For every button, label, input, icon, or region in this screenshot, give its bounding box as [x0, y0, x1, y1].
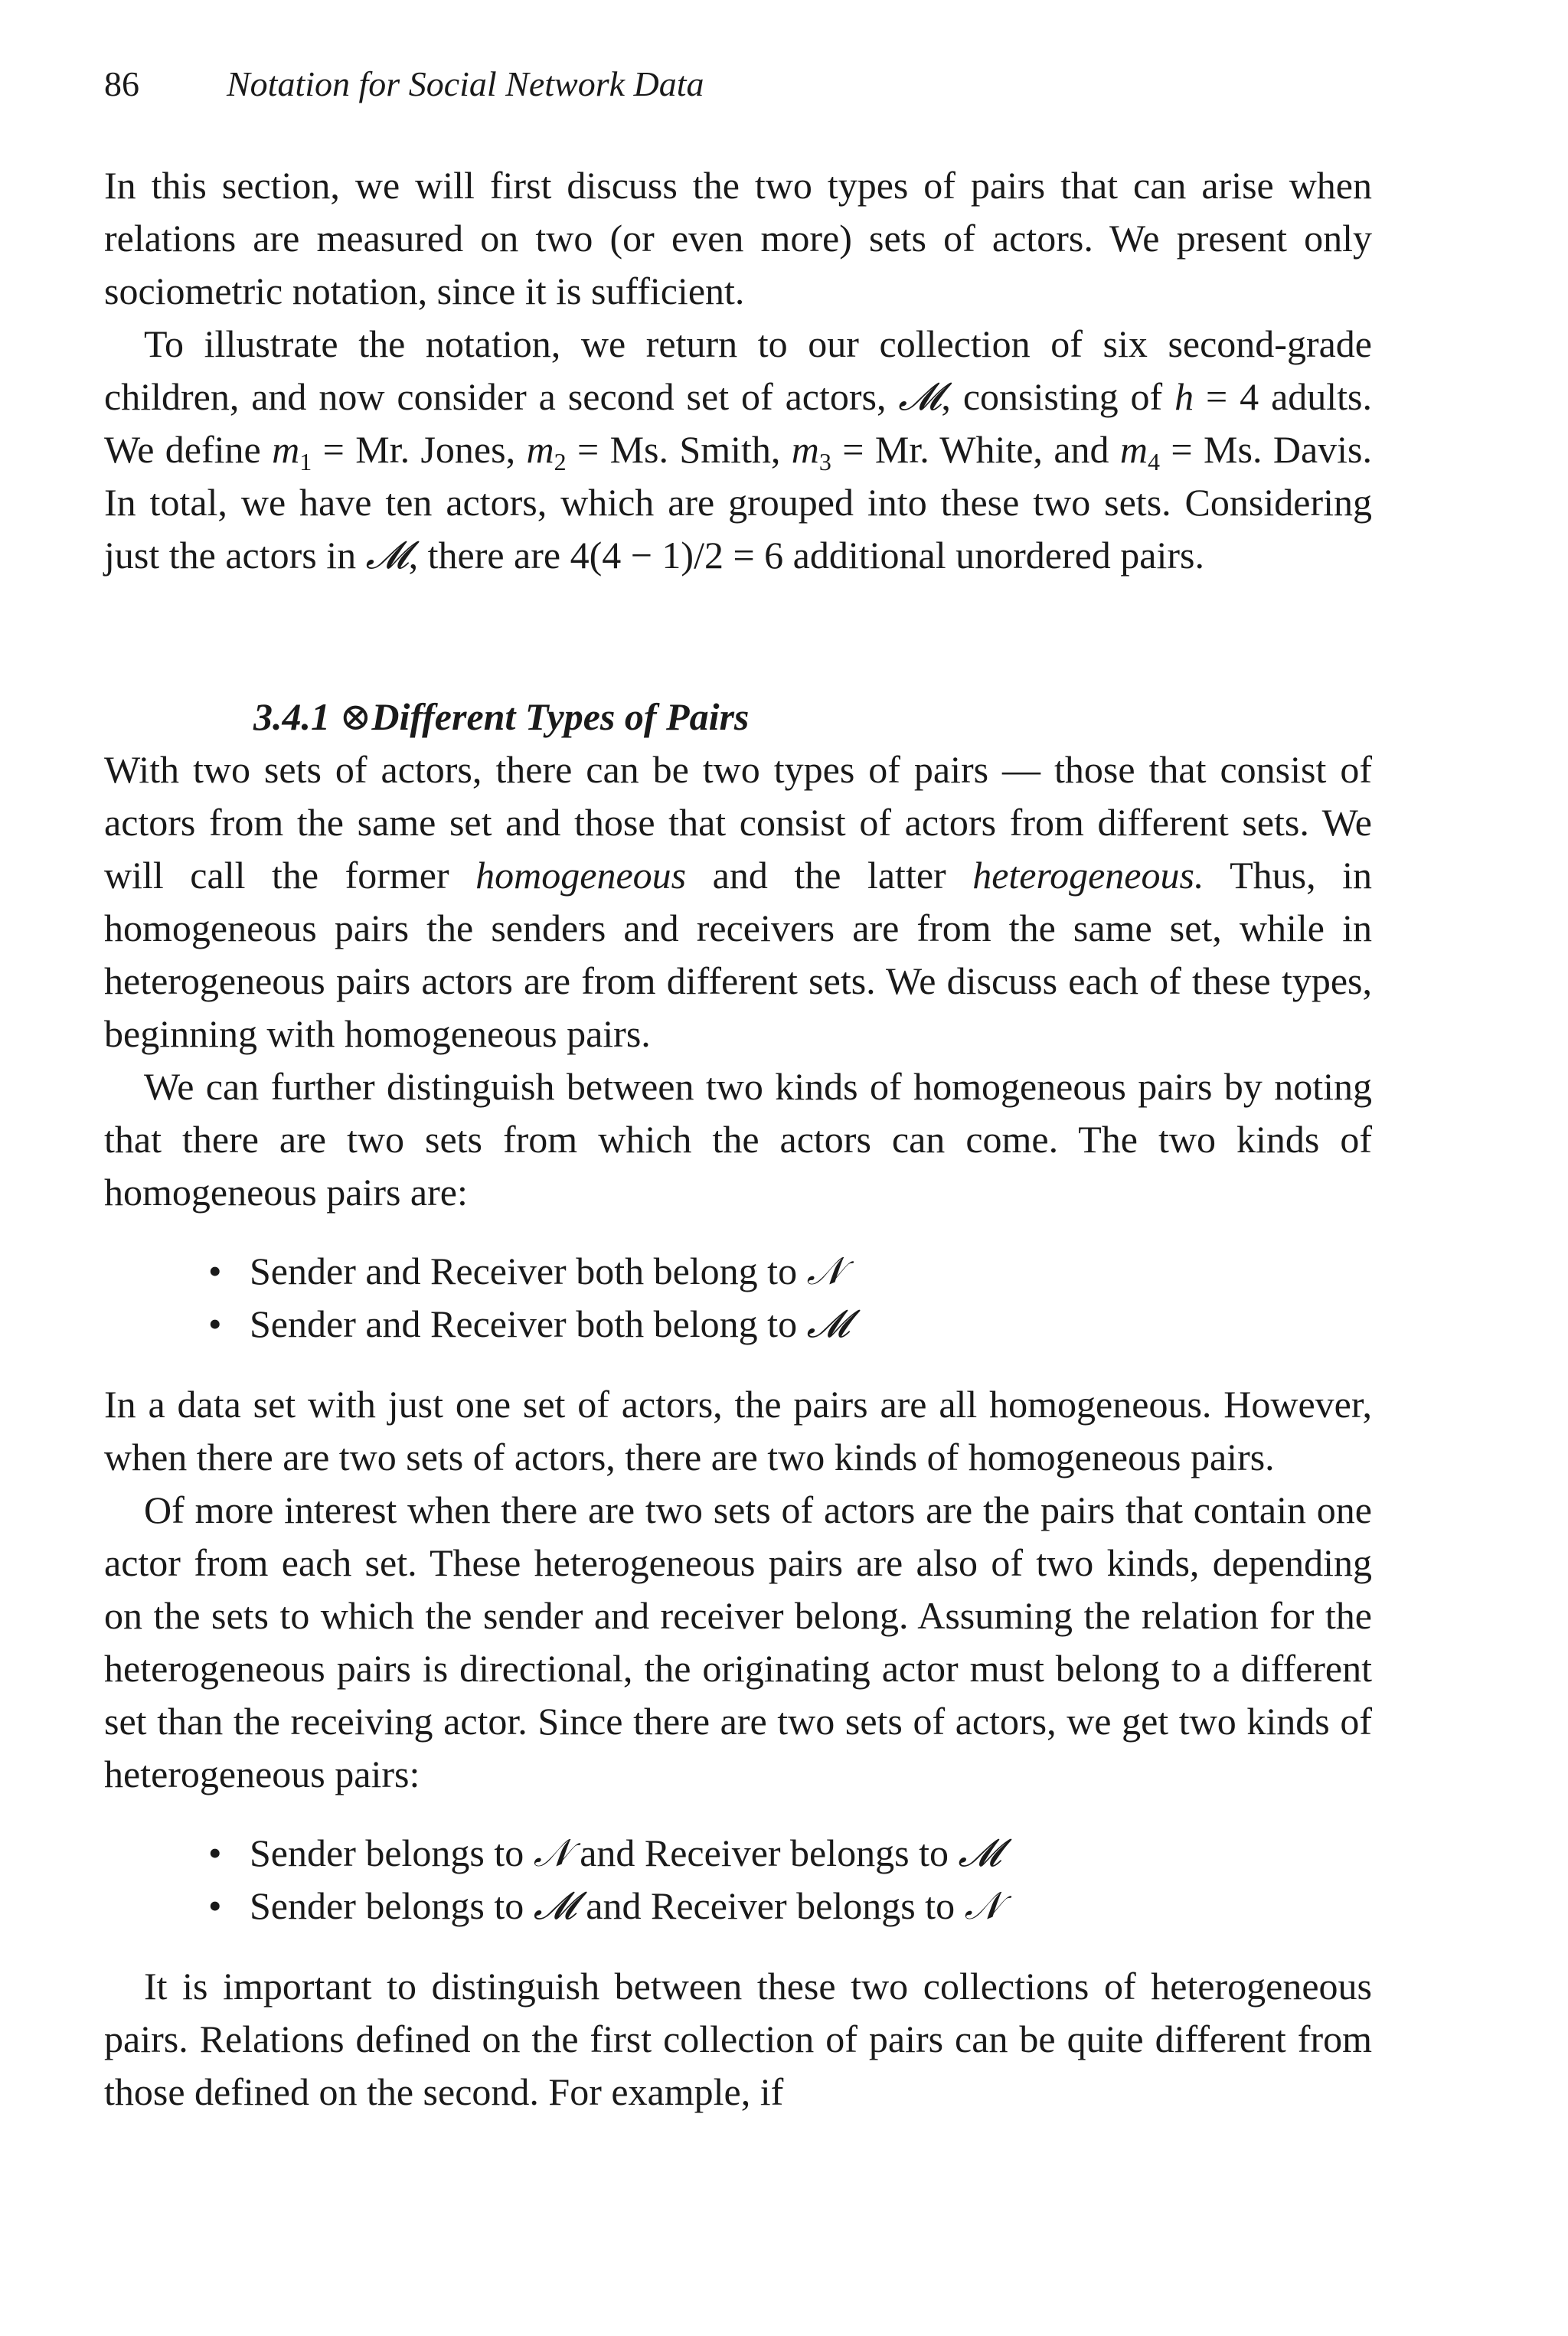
running-head [104, 61, 1372, 107]
bullet-icon: • [208, 1250, 222, 1292]
list-item: • Sender belongs to 𝓜 and Receiver belongs to 𝒩 [104, 1880, 1372, 1933]
types-paragraph: With two sets of actors, there can be two types of pairs — those that consist of actors from the same set and those that consist of actors from different sets. We will call the former homogeneous and the latter heterogeneous. Thus, in homogeneous pairs the senders and receivers are from the same set, while in heterogeneous pairs actors are from different sets. We discuss each of these types, beginning with homogeneous pairs. [104, 748, 1372, 1055]
otimes-icon: ⊗ [339, 695, 372, 738]
page-number: 86 [104, 64, 139, 103]
subsection-heading [104, 691, 1372, 743]
illustration-paragraph: To illustrate the notation, we return to our collection of six second-grade children, and now consider a second set of actors, 𝓜, consisting of h = 4 adults. We define $m_1 = Mr$. Jones, $m_2 = Ms$. Smith, $m_3 = Mr$. White, and $m_4 = Ms$. Davis. In total, we have ten actors, which are grouped into these two sets. Considering just the actors in 𝓜, there are 4(4 − 1)/2 = 6 additional unordered pairs. [104, 322, 1373, 577]
bullet-icon: • [208, 1302, 222, 1345]
subsection-title: Different Types of Pairs [371, 695, 750, 738]
heterogeneous-list [104, 1827, 1372, 1933]
list-item: • Sender and Receiver both belong to 𝒩 [104, 1245, 1372, 1298]
heterogeneous-paragraph: Of more interest when there are two sets of actors are the pairs that contain one actor from each set. These heterogeneous pairs are also of two kinds, depending on the sets to which the sender and receiver belong. Assuming the relation for the heterogeneous pairs is directional, the originating actor must belong to a different set than the receiving actor. Since there are two sets of actors, we get two kinds of heterogeneous pairs: [104, 1488, 1372, 1795]
intro-paragraph: In this section, we will first discuss the two types of pairs that can arise when relations are measured on two (or even more) sets of actors. We present only sociometric notation, since it is sufficient. [104, 164, 1372, 312]
homogeneous-list [104, 1245, 1372, 1351]
one-set-paragraph: In a data set with just one set of actors, the pairs are all homogeneous. However, when there are two sets of actors, there are two kinds of homogeneous pairs. [104, 1383, 1372, 1478]
list-item: • Sender belongs to 𝒩 and Receiver belongs to 𝓜 [104, 1827, 1372, 1880]
subsection-number: 3.4.1 [253, 695, 330, 738]
page-content [104, 61, 1372, 2119]
list-item: • Sender and Receiver both belong to 𝓜 [104, 1298, 1372, 1351]
set-m-symbol: 𝓜 [898, 375, 942, 418]
homogeneous-paragraph: We can further distinguish between two kinds of homogeneous pairs by noting that there are two sets from which the actors can come. The two kinds of homogeneous pairs are: [104, 1065, 1372, 1214]
distinguish-paragraph: It is important to distinguish between these two collections of heterogeneous pairs. Relations defined on the first collection of pairs can be quite different from those defined on the second. For example, if [104, 1965, 1372, 2113]
bullet-icon: • [208, 1831, 222, 1874]
bullet-icon: • [208, 1884, 222, 1927]
running-title: Notation for Social Network Data [227, 64, 704, 103]
